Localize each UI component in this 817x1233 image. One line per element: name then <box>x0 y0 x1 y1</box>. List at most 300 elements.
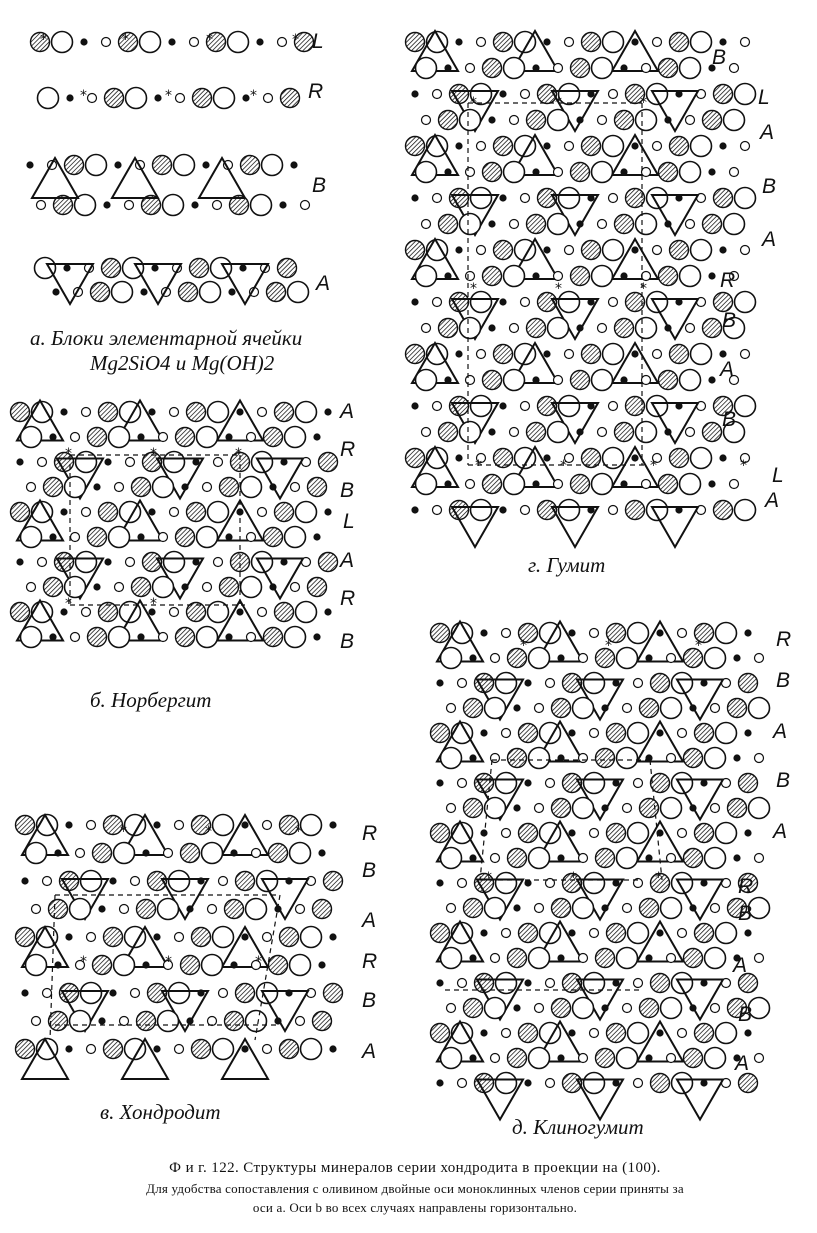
small-atom <box>686 220 695 229</box>
open-atom <box>158 899 179 920</box>
small-atom <box>521 298 530 307</box>
small-atom <box>741 350 750 359</box>
row-label-B: B <box>340 630 355 653</box>
small-atom <box>491 854 500 863</box>
hatched-atom <box>684 849 703 868</box>
dot-atom <box>708 272 715 279</box>
open-atom <box>246 899 267 920</box>
row-label-B: B <box>722 309 737 332</box>
dot-atom <box>444 376 451 383</box>
row-label-L: L <box>343 510 355 533</box>
row-label-B: B <box>340 479 355 502</box>
small-atom <box>76 849 85 858</box>
dot-atom <box>733 754 740 761</box>
dot-atom <box>744 829 751 836</box>
symmetry-asterisk: * <box>235 446 242 462</box>
small-atom <box>711 704 720 713</box>
small-atom <box>565 350 574 359</box>
open-atom <box>735 188 756 209</box>
open-atom <box>592 162 613 183</box>
open-atom <box>158 1011 179 1032</box>
open-atom <box>21 527 42 548</box>
row-label-B: B <box>712 46 727 69</box>
small-atom <box>131 877 140 886</box>
open-atom <box>200 282 221 303</box>
small-atom <box>131 989 140 998</box>
small-atom <box>634 979 643 988</box>
hatched-atom <box>187 503 206 522</box>
hatched-atom <box>684 949 703 968</box>
dot-atom <box>513 1004 520 1011</box>
small-atom <box>296 905 305 914</box>
panel-a-caption-line1: а. Блоки элементарной ячейки <box>30 326 303 350</box>
hatched-atom <box>192 928 211 947</box>
row-label-R: R <box>362 822 378 845</box>
hatched-atom <box>176 428 195 447</box>
dot-atom <box>230 849 237 856</box>
dot-atom <box>436 1079 443 1086</box>
small-atom <box>87 1045 96 1054</box>
hatched-atom <box>670 449 689 468</box>
hatched-atom <box>615 111 634 130</box>
hatched-atom <box>267 283 286 302</box>
hatched-atom <box>527 111 546 130</box>
hatched-atom <box>49 900 68 919</box>
dot-atom <box>49 533 56 540</box>
dot-atom <box>318 849 325 856</box>
open-atom <box>529 648 550 669</box>
symmetry-asterisk: * <box>555 281 562 297</box>
hatched-atom <box>508 849 527 868</box>
hatched-atom <box>714 189 733 208</box>
dot-atom <box>719 38 726 45</box>
open-atom <box>573 998 594 1019</box>
small-atom <box>466 64 475 73</box>
hatched-atom <box>275 503 294 522</box>
row-label-B: B <box>362 859 377 882</box>
hatched-atom <box>651 674 670 693</box>
open-atom <box>252 452 273 473</box>
hatched-atom <box>439 111 458 130</box>
hatched-atom <box>670 241 689 260</box>
row-label-R: R <box>308 80 324 103</box>
open-atom <box>617 948 638 969</box>
open-atom <box>228 32 249 53</box>
hatched-atom <box>181 956 200 975</box>
hatched-atom <box>450 501 469 520</box>
small-atom <box>590 729 599 738</box>
hatched-atom <box>105 89 124 108</box>
open-atom <box>174 155 195 176</box>
open-atom <box>81 983 102 1004</box>
hatched-atom <box>695 724 714 743</box>
hatched-atom <box>406 33 425 52</box>
hatched-atom <box>475 774 494 793</box>
dot-atom <box>411 90 418 97</box>
open-atom <box>628 823 649 844</box>
dot-atom <box>689 704 696 711</box>
small-atom <box>278 38 287 47</box>
small-atom <box>609 194 618 203</box>
dot-atom <box>436 879 443 886</box>
dot-atom <box>469 1054 476 1061</box>
dot-atom <box>324 508 331 515</box>
hatched-atom <box>739 774 758 793</box>
open-atom <box>496 773 517 794</box>
small-atom <box>208 905 217 914</box>
dot-atom <box>524 679 531 686</box>
small-atom <box>447 904 456 913</box>
dot-atom <box>411 194 418 201</box>
open-atom <box>26 843 47 864</box>
small-atom <box>477 38 486 47</box>
open-atom <box>460 214 481 235</box>
dot-atom <box>239 264 246 271</box>
row-label-R: R <box>340 587 356 610</box>
dot-atom <box>455 350 462 357</box>
small-atom <box>634 679 643 688</box>
row-label-R: R <box>738 875 754 898</box>
panel-v-caption: в. Хондродит <box>100 1100 221 1124</box>
row-label-A: A <box>362 1040 377 1063</box>
dot-atom <box>66 94 73 101</box>
dot-atom <box>329 1045 336 1052</box>
hatched-atom <box>44 478 63 497</box>
symmetry-asterisk: * <box>150 596 157 612</box>
small-atom <box>502 729 511 738</box>
small-atom <box>634 779 643 788</box>
hatched-atom <box>137 900 156 919</box>
hatched-atom <box>65 156 84 175</box>
dot-atom <box>689 804 696 811</box>
dot-atom <box>719 350 726 357</box>
hatched-atom <box>527 215 546 234</box>
open-atom <box>262 155 283 176</box>
hatched-atom <box>659 59 678 78</box>
open-atom <box>197 427 218 448</box>
small-atom <box>170 608 179 617</box>
dot-atom <box>324 408 331 415</box>
open-atom <box>672 1073 693 1094</box>
row-label-B: B <box>762 175 777 198</box>
small-atom <box>433 506 442 515</box>
small-atom <box>208 1017 217 1026</box>
hatched-atom <box>494 33 513 52</box>
small-atom <box>642 376 651 385</box>
dot-atom <box>480 929 487 936</box>
dot-atom <box>279 201 286 208</box>
open-atom <box>636 318 657 339</box>
hatched-atom <box>684 1049 703 1068</box>
hatched-atom <box>640 899 659 918</box>
dot-atom <box>455 38 462 45</box>
small-atom <box>510 428 519 437</box>
dot-atom <box>733 654 740 661</box>
dot-atom <box>153 821 160 828</box>
open-atom <box>153 577 174 598</box>
dot-atom <box>664 324 671 331</box>
row-label-A: A <box>735 1052 750 1075</box>
open-atom <box>735 500 756 521</box>
open-atom <box>636 110 657 131</box>
hatched-atom <box>269 956 288 975</box>
small-atom <box>219 989 228 998</box>
hatched-atom <box>714 85 733 104</box>
figure-note-line2: оси a. Оси b во всех случаях направлены горизонтально. <box>252 1200 578 1215</box>
open-atom <box>504 58 525 79</box>
symmetry-asterisk: * <box>122 32 129 48</box>
open-atom <box>592 474 613 495</box>
small-atom <box>590 1029 599 1038</box>
hatched-atom <box>187 403 206 422</box>
small-atom <box>642 480 651 489</box>
dot-atom <box>16 558 23 565</box>
open-atom <box>504 474 525 495</box>
open-atom <box>617 748 638 769</box>
small-atom <box>667 954 676 963</box>
open-atom <box>213 927 234 948</box>
small-atom <box>422 220 431 229</box>
symmetry-asterisk: * <box>570 870 577 886</box>
open-atom <box>603 136 624 157</box>
dot-atom <box>186 905 193 912</box>
hatched-atom <box>104 1040 123 1059</box>
hatched-atom <box>153 156 172 175</box>
small-atom <box>87 821 96 830</box>
small-atom <box>71 433 80 442</box>
dot-atom <box>104 458 111 465</box>
open-atom <box>529 748 550 769</box>
hatched-atom <box>281 89 300 108</box>
small-atom <box>554 480 563 489</box>
small-atom <box>491 654 500 663</box>
small-atom <box>598 220 607 229</box>
dot-atom <box>436 979 443 986</box>
small-atom <box>32 905 41 914</box>
dot-atom <box>719 246 726 253</box>
open-atom <box>163 195 184 216</box>
hatched-atom <box>582 137 601 156</box>
small-atom <box>667 654 676 663</box>
small-atom <box>653 38 662 47</box>
dot-atom <box>411 298 418 305</box>
hatched-atom <box>703 111 722 130</box>
hatched-atom <box>640 999 659 1018</box>
small-atom <box>741 142 750 151</box>
open-atom <box>169 983 190 1004</box>
dot-atom <box>469 754 476 761</box>
dot-atom <box>708 168 715 175</box>
hatched-atom <box>264 428 283 447</box>
dot-atom <box>532 64 539 71</box>
open-atom <box>471 188 492 209</box>
dot-atom <box>469 854 476 861</box>
open-atom <box>197 527 218 548</box>
hatched-atom <box>93 956 112 975</box>
dot-atom <box>557 854 564 861</box>
hatched-atom <box>670 137 689 156</box>
hatched-atom <box>670 345 689 364</box>
hatched-atom <box>16 928 35 947</box>
small-atom <box>433 298 442 307</box>
small-atom <box>623 704 632 713</box>
small-atom <box>623 1004 632 1013</box>
small-atom <box>458 1079 467 1088</box>
open-atom <box>112 282 133 303</box>
open-atom <box>735 292 756 313</box>
hatched-atom <box>308 478 327 497</box>
open-atom <box>548 318 569 339</box>
small-atom <box>296 1017 305 1026</box>
symmetry-asterisk: * <box>470 281 477 297</box>
hatched-atom <box>319 553 338 572</box>
small-atom <box>590 929 599 938</box>
dot-atom <box>656 1029 663 1036</box>
dot-atom <box>313 433 320 440</box>
small-atom <box>521 90 530 99</box>
small-atom <box>730 168 739 177</box>
dot-atom <box>488 428 495 435</box>
dot-atom <box>65 933 72 940</box>
hatched-atom <box>280 1040 299 1059</box>
figure-caption <box>40 1160 790 1215</box>
open-atom <box>716 723 737 744</box>
dot-atom <box>689 904 696 911</box>
dot-atom <box>455 142 462 149</box>
open-atom <box>21 627 42 648</box>
open-atom <box>559 396 580 417</box>
hatched-atom <box>431 624 450 643</box>
dot-atom <box>524 779 531 786</box>
small-atom <box>264 94 273 103</box>
small-atom <box>43 877 52 886</box>
dot-atom <box>568 1029 575 1036</box>
open-atom <box>441 748 462 769</box>
symmetry-asterisk: * <box>650 458 657 474</box>
small-atom <box>170 508 179 517</box>
dot-atom <box>532 376 539 383</box>
dot-atom <box>63 264 70 271</box>
open-atom <box>208 502 229 523</box>
hatched-atom <box>582 345 601 364</box>
hatched-atom <box>181 844 200 863</box>
open-atom <box>603 32 624 53</box>
dot-atom <box>664 116 671 123</box>
dot-atom <box>601 804 608 811</box>
open-atom <box>504 370 525 391</box>
small-atom <box>126 458 135 467</box>
open-atom <box>691 240 712 261</box>
small-atom <box>711 804 720 813</box>
open-atom <box>214 88 235 109</box>
dot-atom <box>568 929 575 936</box>
small-atom <box>546 979 555 988</box>
hatched-atom <box>703 423 722 442</box>
open-atom <box>584 673 605 694</box>
dot-atom <box>645 1054 652 1061</box>
open-atom <box>724 110 745 131</box>
open-atom <box>202 955 223 976</box>
small-atom <box>247 533 256 542</box>
open-atom <box>441 1048 462 1069</box>
open-atom <box>691 32 712 53</box>
dot-atom <box>49 433 56 440</box>
dot-atom <box>60 408 67 415</box>
dot-atom <box>236 408 243 415</box>
dot-atom <box>142 961 149 968</box>
symmetry-asterisk: * <box>605 638 612 654</box>
hatched-atom <box>220 578 239 597</box>
hatched-atom <box>132 478 151 497</box>
small-atom <box>598 324 607 333</box>
open-atom <box>661 898 682 919</box>
row-label-L: L <box>758 86 770 109</box>
small-atom <box>755 954 764 963</box>
small-atom <box>82 608 91 617</box>
hatched-atom <box>670 33 689 52</box>
small-atom <box>71 533 80 542</box>
dot-atom <box>65 821 72 828</box>
dot-atom <box>269 483 276 490</box>
hatched-atom <box>236 984 255 1003</box>
open-atom <box>76 452 97 473</box>
dot-atom <box>137 633 144 640</box>
dot-atom <box>656 929 663 936</box>
open-atom <box>661 998 682 1019</box>
small-atom <box>88 94 97 103</box>
open-atom <box>70 1011 91 1032</box>
row-label-A: A <box>773 720 788 743</box>
dot-atom <box>274 1017 281 1024</box>
dot-atom <box>241 933 248 940</box>
open-atom <box>496 873 517 894</box>
dot-atom <box>631 350 638 357</box>
small-atom <box>678 729 687 738</box>
dot-atom <box>148 508 155 515</box>
open-atom <box>716 923 737 944</box>
hatched-atom <box>99 403 118 422</box>
row-label-A: A <box>762 228 777 251</box>
panel-a-caption <box>30 326 302 376</box>
open-atom <box>290 843 311 864</box>
dot-atom <box>744 629 751 636</box>
open-atom <box>169 871 190 892</box>
small-atom <box>433 90 442 99</box>
dot-atom <box>181 583 188 590</box>
open-atom <box>617 1048 638 1069</box>
hatched-atom <box>483 267 502 286</box>
open-atom <box>288 282 309 303</box>
dot-atom <box>455 246 462 253</box>
open-atom <box>460 318 481 339</box>
open-atom <box>636 422 657 443</box>
hatched-atom <box>91 283 110 302</box>
symmetry-asterisk: * <box>40 32 47 48</box>
small-atom <box>565 142 574 151</box>
dot-atom <box>21 989 28 996</box>
dot-atom <box>513 804 520 811</box>
row-label-L: L <box>312 30 324 53</box>
hatched-atom <box>607 1024 626 1043</box>
open-atom <box>460 110 481 131</box>
small-atom <box>579 1054 588 1063</box>
open-atom <box>21 427 42 448</box>
dot-atom <box>26 161 33 168</box>
hatched-atom <box>275 603 294 622</box>
small-atom <box>711 1004 720 1013</box>
dot-atom <box>329 821 336 828</box>
small-atom <box>458 779 467 788</box>
